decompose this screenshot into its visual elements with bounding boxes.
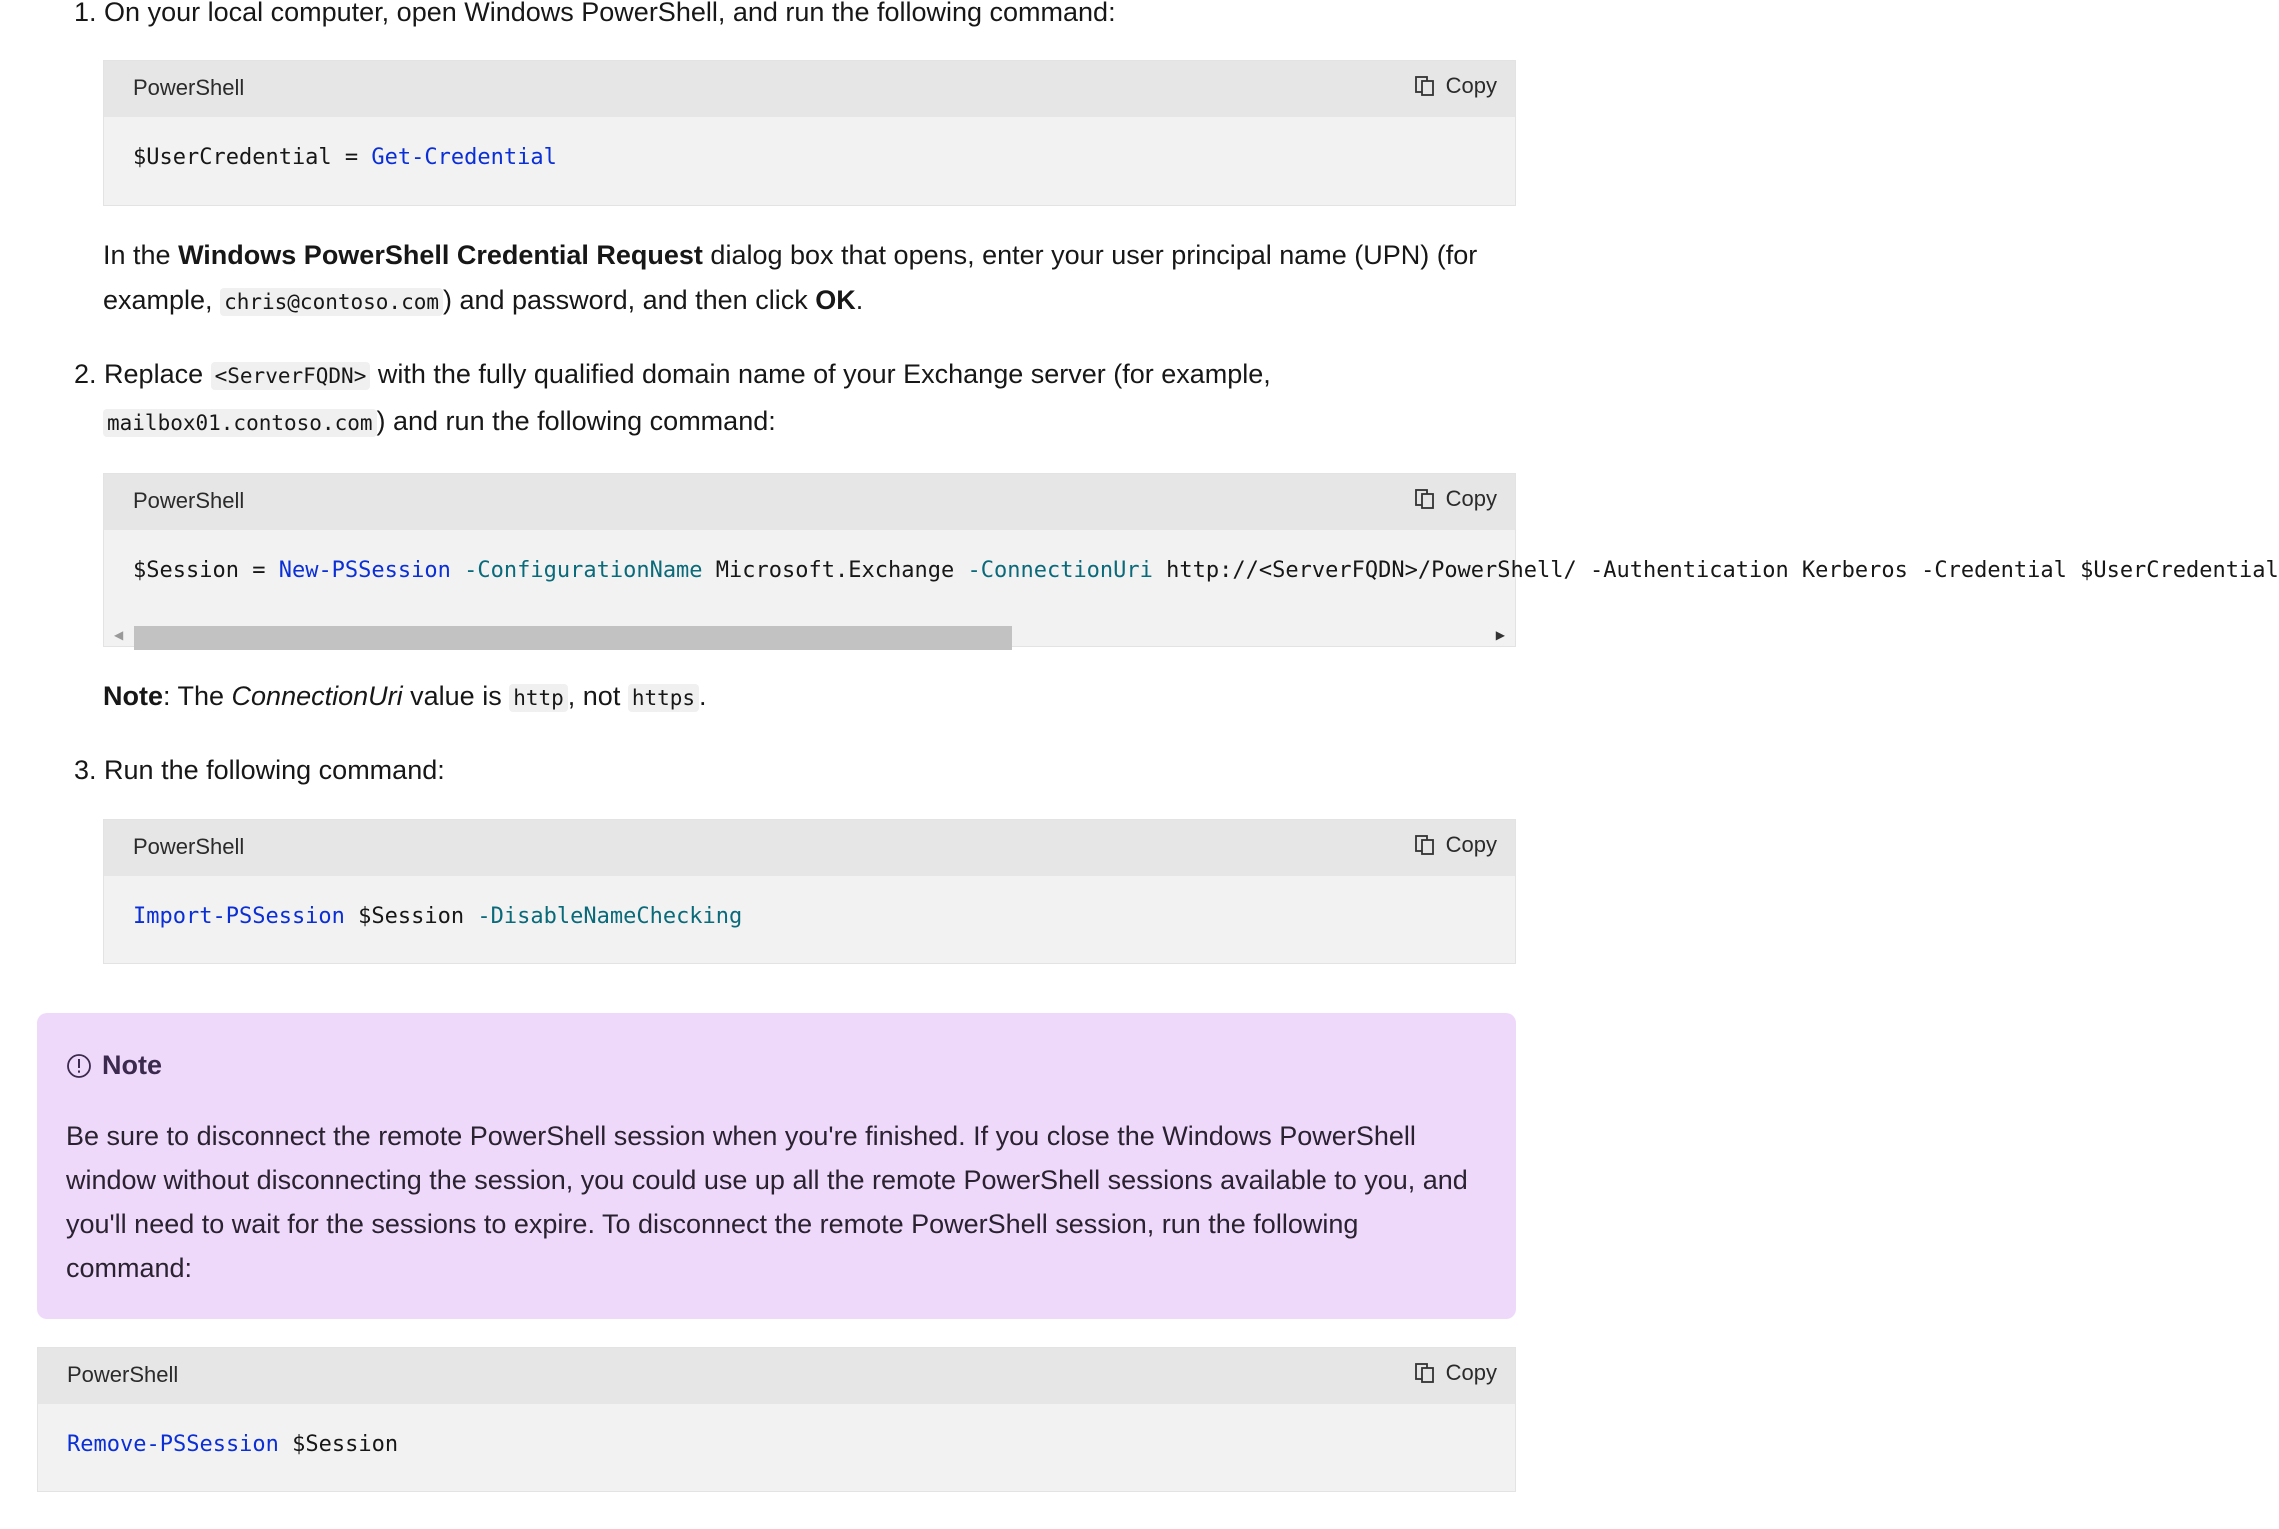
note-header [66, 1050, 162, 1081]
code-block-header [104, 61, 1515, 117]
step-3-number: 3. [74, 755, 97, 785]
code-variable: $UserCredential = [133, 145, 372, 170]
code-value: Microsoft.Exchange [702, 558, 955, 583]
code-line [67, 1432, 398, 1457]
code-language-label: PowerShell [133, 75, 245, 100]
step-1-paragraph-line-1 [103, 233, 1477, 278]
scroll-right-icon[interactable]: ▶ [1495, 628, 1505, 642]
code-line [133, 904, 742, 929]
text: ) and password, and then click [443, 285, 816, 315]
code-block-new-pssession [103, 473, 2279, 647]
copy-button[interactable] [1414, 73, 1497, 99]
code-line [133, 145, 557, 170]
copy-button[interactable] [1414, 1360, 1497, 1386]
horizontal-scrollbar[interactable] [104, 622, 1515, 646]
step-1-text: On your local computer, open Windows PowerShell, and run the following command: [104, 0, 1116, 27]
text: . [699, 681, 707, 711]
step-2-number: 2. [74, 359, 97, 389]
code-value: http://<ServerFQDN>/PowerShell/ -Authentication Kerberos -Credential $UserCredential [1152, 558, 2279, 583]
code-param: -DisableNameChecking [464, 904, 743, 929]
copy-button[interactable] [1414, 832, 1497, 858]
code-param: -ConfigurationName [450, 558, 703, 583]
code-variable: $Session = [133, 558, 279, 583]
inline-code-upn: chris@contoso.com [220, 288, 443, 316]
code-block-get-credential [103, 60, 1516, 206]
code-param: -ConnectionUri [954, 558, 1153, 583]
copy-icon [1414, 834, 1436, 856]
copy-icon [1414, 1362, 1436, 1384]
code-variable: $Session [344, 904, 465, 929]
step-2-line-1 [74, 352, 1271, 399]
text: example, [103, 285, 221, 315]
code-language-label: PowerShell [133, 488, 245, 513]
note-callout [37, 1013, 1516, 1319]
text: : The [163, 681, 232, 711]
copy-icon [1414, 488, 1436, 510]
code-cmdlet: Remove-PSSession [67, 1432, 279, 1457]
step-3 [74, 748, 445, 793]
info-icon [66, 1053, 92, 1079]
code-language-label: PowerShell [67, 1362, 179, 1387]
code-cmdlet: Get-Credential [371, 145, 557, 170]
note-line: window without disconnecting the session, you could use up all the remote PowerShell sessions available to you, and [66, 1165, 1468, 1195]
step-2-note [103, 674, 707, 721]
note-title: Note [102, 1050, 162, 1080]
scrollbar-thumb[interactable] [134, 626, 1012, 650]
step-1-number: 1. [74, 0, 97, 27]
note-label: Note [103, 681, 163, 711]
inline-code-https: https [628, 684, 699, 712]
text: In the [103, 240, 179, 270]
step-1-paragraph-line-2 [103, 278, 863, 325]
code-line [133, 558, 2279, 583]
scroll-left-icon[interactable]: ◀ [114, 628, 124, 642]
code-cmdlet: Import-PSSession [133, 904, 345, 929]
ok-label: OK [815, 285, 856, 315]
step-2-line-2 [103, 399, 776, 446]
inline-code-mailbox: mailbox01.contoso.com [103, 409, 377, 437]
note-line: Be sure to disconnect the remote PowerShell session when you're finished. If you close the Windows PowerShell [66, 1121, 1416, 1151]
note-line: command: [66, 1253, 193, 1283]
text: Replace [104, 359, 211, 389]
copy-button[interactable] [1414, 486, 1497, 512]
step-1 [74, 0, 1116, 35]
copy-label: Copy [1445, 73, 1497, 98]
code-block-header [104, 820, 1515, 876]
connectionuri-term: ConnectionUri [231, 681, 403, 711]
text: value is [402, 681, 510, 711]
note-line: you'll need to wait for the sessions to expire. To disconnect the remote PowerShell session, run the following [66, 1209, 1359, 1239]
text: , not [567, 681, 628, 711]
code-block-remove-pssession [37, 1347, 1516, 1492]
dialog-name: Windows PowerShell Credential Request [178, 240, 703, 270]
code-cmdlet: New-PSSession [278, 558, 451, 583]
inline-code-http: http [509, 684, 568, 712]
text: ) and run the following command: [376, 406, 776, 436]
code-variable: $Session [278, 1432, 399, 1457]
text: with the fully qualified domain name of your Exchange server (for example, [370, 359, 1271, 389]
copy-icon [1414, 75, 1436, 97]
text: dialog box that opens, enter your user principal name (UPN) (for [702, 240, 1478, 270]
copy-label: Copy [1445, 1360, 1497, 1385]
code-language-label: PowerShell [133, 834, 245, 859]
code-block-header [104, 474, 1515, 530]
inline-code-serverfqdn: <ServerFQDN> [211, 362, 371, 390]
code-block-header [38, 1348, 1515, 1404]
text: . [855, 285, 864, 315]
note-body [66, 1114, 1468, 1290]
step-3-text: Run the following command: [104, 755, 445, 785]
copy-label: Copy [1445, 832, 1497, 857]
copy-label: Copy [1445, 486, 1497, 511]
code-block-import-pssession [103, 819, 1516, 964]
